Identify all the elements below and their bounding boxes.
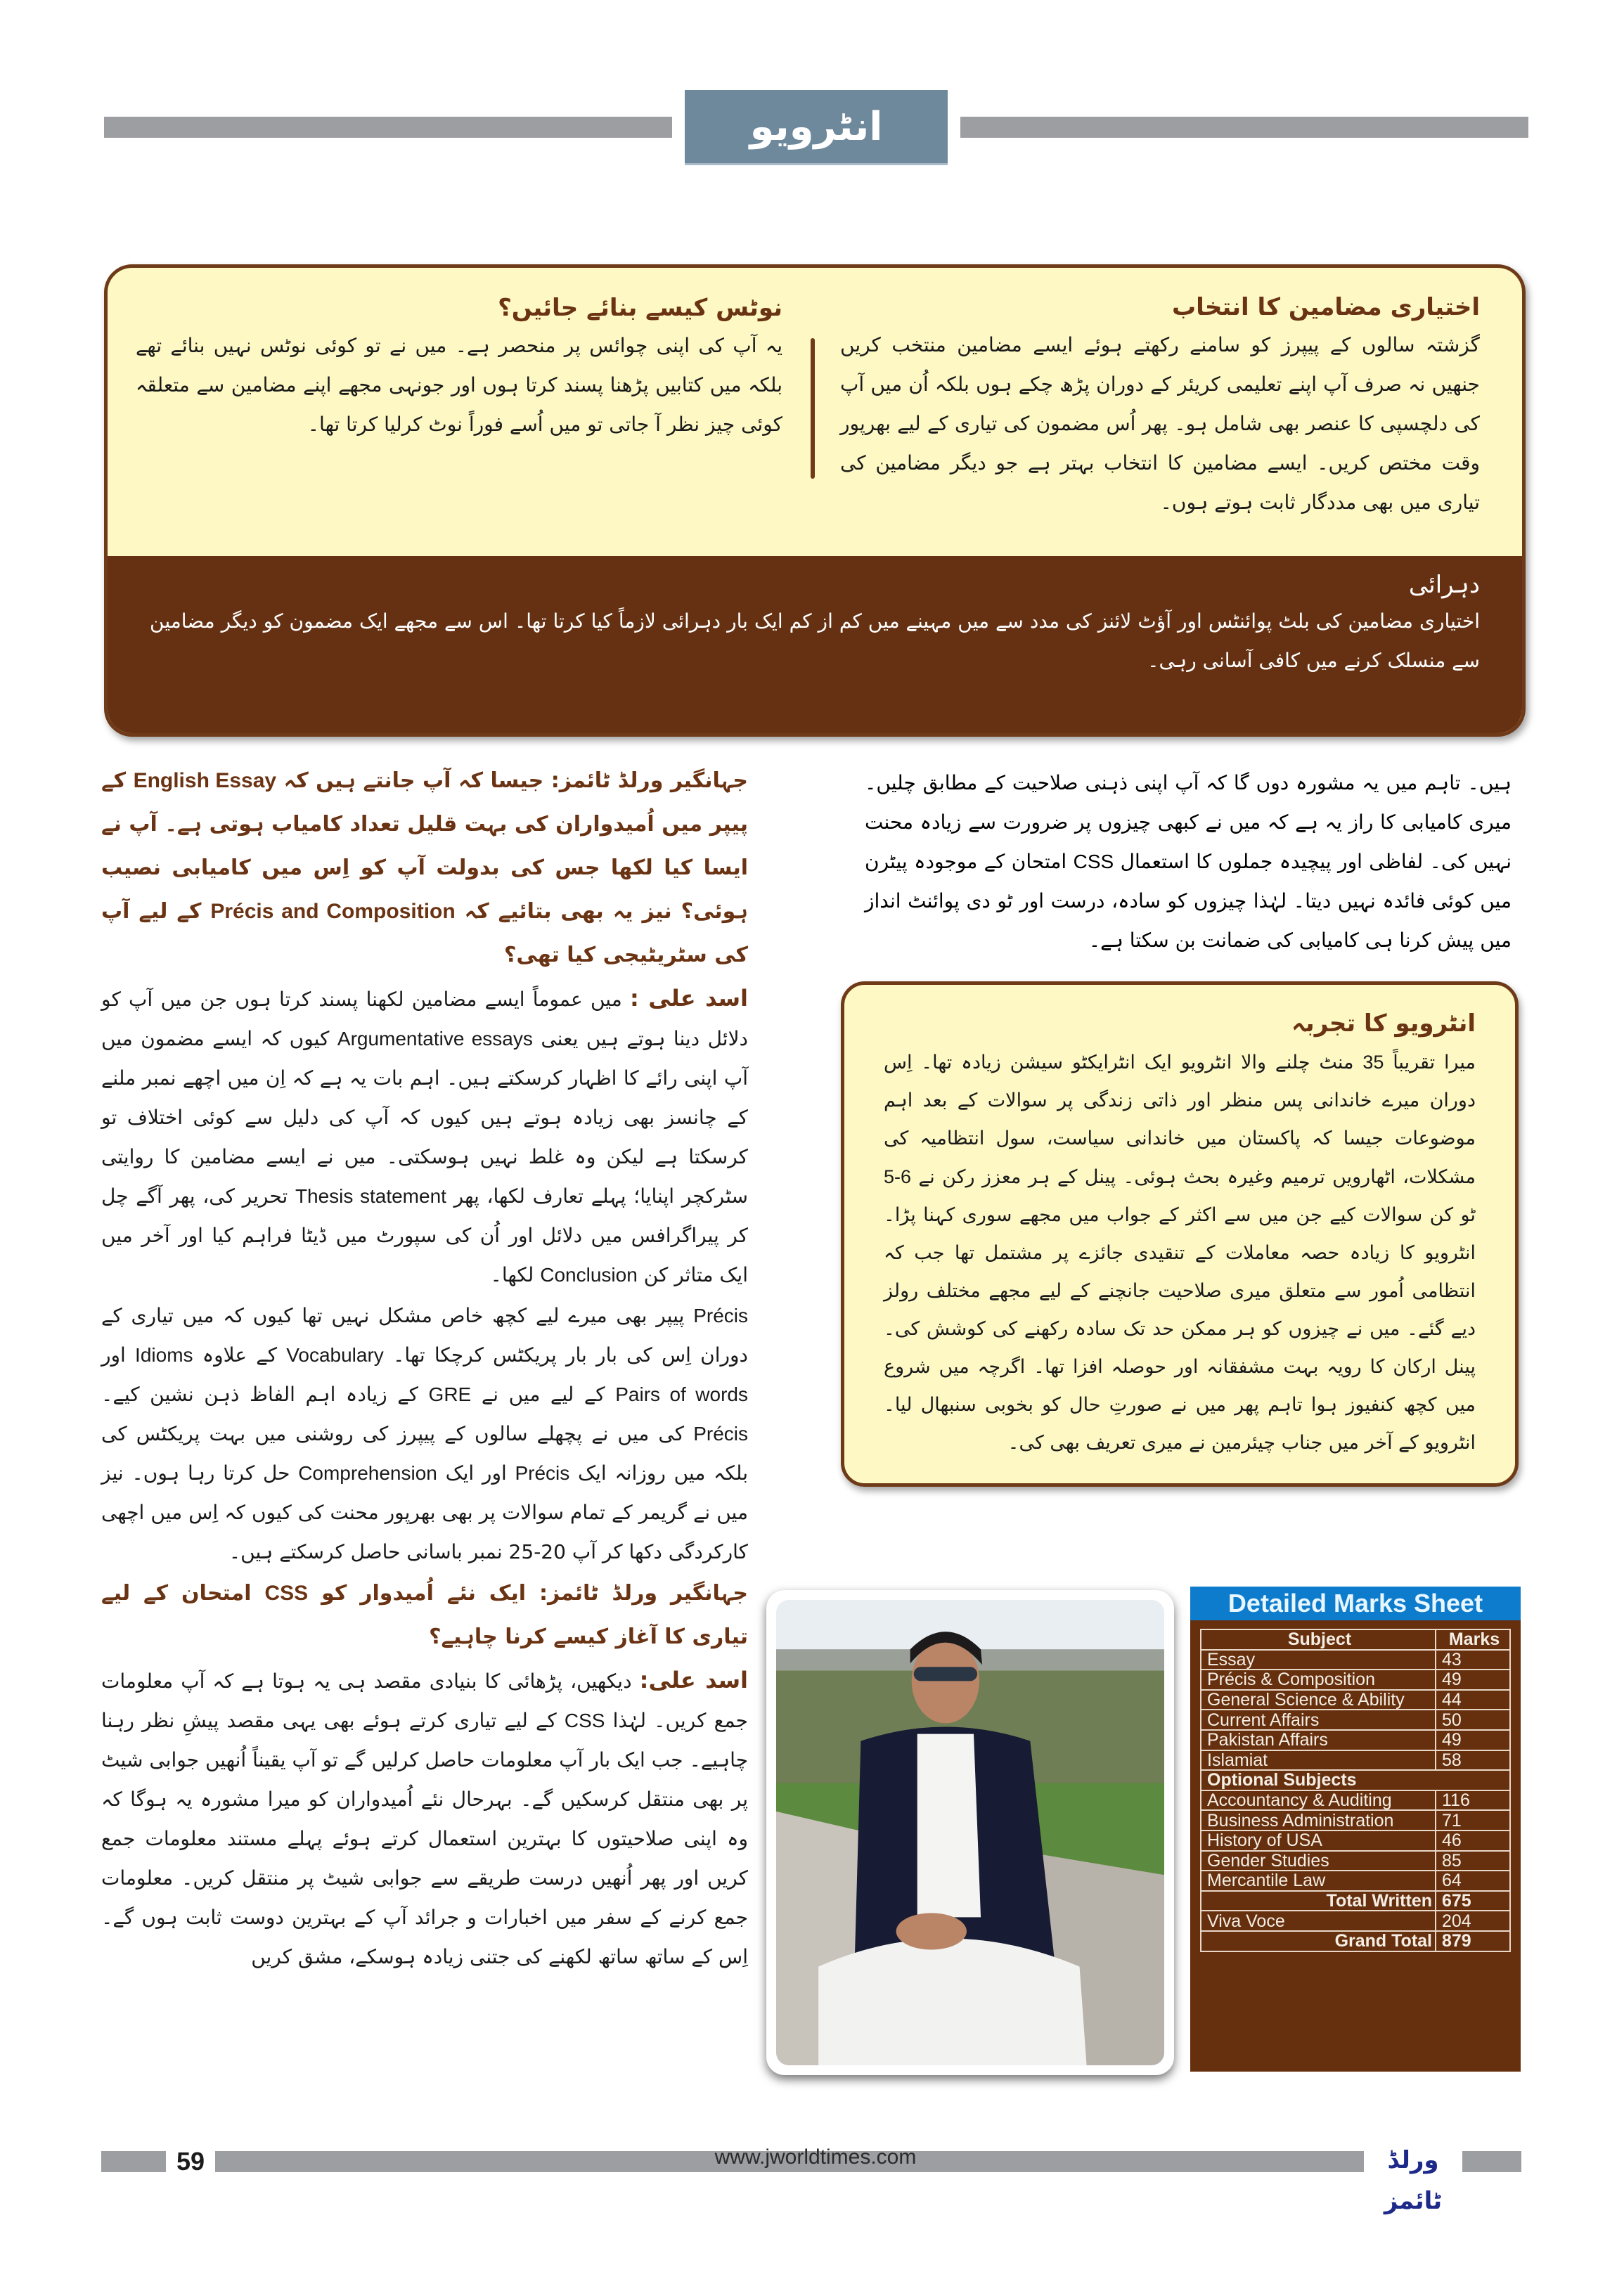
marks-sheet-title: Detailed Marks Sheet bbox=[1190, 1587, 1521, 1620]
answer-term: Pairs of words bbox=[615, 1383, 748, 1405]
viva-label: Viva Voce bbox=[1201, 1911, 1436, 1931]
tips-box bbox=[104, 264, 1526, 737]
subject-cell: Accountancy & Auditing bbox=[1201, 1790, 1436, 1811]
box-number: 5-6 bbox=[884, 1166, 912, 1187]
marks-cell: 71 bbox=[1436, 1810, 1510, 1831]
table-row bbox=[1201, 1750, 1510, 1771]
marks-sheet bbox=[1190, 1587, 1521, 2072]
table-row bbox=[1201, 1710, 1510, 1730]
answer-continued bbox=[841, 763, 1519, 960]
question-term: Précis and Composition bbox=[210, 900, 456, 923]
subject-cell: Business Administration bbox=[1201, 1810, 1436, 1831]
subject-cell: Current Affairs bbox=[1201, 1710, 1436, 1730]
page-number: 59 bbox=[166, 2143, 215, 2181]
tip-heading: نوٹس کیسے بنائے جائیں؟ bbox=[498, 294, 782, 322]
answer-text: میں عموماً ایسے مضامین لکھنا پسند کرتا ہوں جن میں آپ کو دلائل دینا ہوتے ہیں یعنی bbox=[101, 988, 749, 1050]
interviewee-photo bbox=[766, 1590, 1174, 2075]
tip-heading: دہرائی bbox=[1408, 571, 1480, 599]
column-divider bbox=[811, 338, 815, 479]
table-row bbox=[1201, 1690, 1510, 1710]
interview-left-column bbox=[101, 759, 748, 1977]
answer-text: کے لیے تیاری کرتے ہوئے بھی یہی مقصد پیشِ نظر رہنا چاہیے۔ جب ایک بار آپ معلومات حاصل کرلیں گے تو آپ یقیناً اُنھیں جوابی شیٹ پر بھی منتقل کرسکیں گے۔ بہرحال نئے اُمیدواران کو میرا مشورہ یہ ہوگا کہ وہ اپنی صلاحیتوں کا بہترین استعمال کرتے ہوئے پہلے مستند معلومات جمع کریں اور پھر اُنھیں درست طریقے سے جوابی شیٹ پر منتقل کریں۔ معلومات جمع کرنے کے سفر میں اخبارات و جرائد آپ کے بہترین دوست ثابت ہوں گے۔ اِس کے ساتھ ساتھ لکھنے کی جتنی زیادہ ہوسکے، مشق کریں bbox=[101, 1709, 748, 1968]
tip-notes bbox=[136, 293, 782, 444]
grand-total-value: 879 bbox=[1436, 1931, 1510, 1951]
section-title: انٹرویو bbox=[685, 90, 948, 165]
subject-cell: Mercantile Law bbox=[1201, 1871, 1436, 1891]
marks-cell: 43 bbox=[1436, 1650, 1510, 1670]
answer-text: کی میں نے پچھلے سالوں کے پیپرز کی روشنی میں بہت پریکٹس کی بلکہ میں روزانہ ایک bbox=[101, 1422, 748, 1485]
answer-term: Précis bbox=[693, 1305, 749, 1326]
answer-term: Précis bbox=[515, 1462, 570, 1484]
table-header-row bbox=[1201, 1629, 1510, 1650]
answer-text: حل کرتا رہا ہوں۔ نیز میں نے گریمر کے تمام سوالات پر بھی بھرپور محنت کی کیوں کہ اِس میں اچھی کارکردگی دکھا کر آپ 20-25 نمبر باسانی حاصل کرسکتے ہیں۔ bbox=[101, 1461, 748, 1563]
interviewer-label: جہانگیر ورلڈ ٹائمز: bbox=[550, 768, 748, 793]
answer-term: Vocabulary bbox=[286, 1344, 384, 1366]
interview-experience-box bbox=[841, 981, 1519, 1487]
box-number: 35 bbox=[1362, 1052, 1384, 1073]
answer bbox=[101, 979, 748, 1295]
answer-term: CSS bbox=[564, 1710, 605, 1731]
grand-total-row bbox=[1201, 1931, 1510, 1951]
question bbox=[101, 1572, 748, 1659]
table-row bbox=[1201, 1650, 1510, 1670]
box-text-part: میرا تقریباً bbox=[1393, 1052, 1476, 1073]
section-row-optional bbox=[1201, 1770, 1510, 1790]
question-text: امتحان کے لیے تیاری کا آغاز کیسے کرنا چاہیے؟ bbox=[101, 1581, 748, 1649]
answer-text: اور ایک bbox=[445, 1461, 507, 1485]
answer-term: CSS bbox=[1073, 851, 1114, 872]
answer-text: ہیں۔ تاہم میں یہ مشورہ دوں گا کہ آپ اپنی ذہنی صلاحیت کے مطابق چلیں۔ میری کامیابی کا راز یہ ہے کہ میں نے کبھی چیزوں پر ضرورت سے زیادہ محنت نہیں کی۔ لفاظی اور پیچیدہ جملوں کا استعمال bbox=[865, 771, 1512, 873]
answer-term: Thesis statement bbox=[295, 1185, 446, 1207]
box-text-part: منٹ چلنے والا انٹرویو ایک انٹرایکٹو سیشن زیادہ تھا۔ اِس دوران میرے خاندانی پس منظر اور ذاتی زندگی پر سوالات کے بعد اہم موضوعات جیسا کہ پاکستان میں خاندانی سیاست، سول انتظامیہ کی مشکلات، اٹھارویں ترمیم وغیرہ بحث ہوئی۔ پینل کے ہر معزز رکن نے bbox=[884, 1052, 1476, 1188]
answer-text: امتحان کے موجودہ پیٹرن میں کوئی فائدہ نہیں دیتا۔ لہٰذا چیزوں کو سادہ، درست اور ٹو دی پوائنٹ انداز میں پیش کرنا ہی کامیابی کی ضمانت بن سکتا ہے۔ bbox=[865, 850, 1512, 952]
table-row bbox=[1201, 1730, 1510, 1750]
marks-cell: 58 bbox=[1436, 1750, 1510, 1771]
column-header-subject: Subject bbox=[1201, 1629, 1436, 1650]
answer-text: کیوں کہ ایسے مضمون میں آپ اپنی رائے کا اظہار کرسکتے ہیں۔ اہم بات یہ ہے کہ اِن میں اچھے نمبر ملنے کے چانسز بھی زیادہ ہوتے ہیں کیوں کہ آپ کی دلیل سے کوئی اختلاف تو کرسکتا ہے لیکن وہ غلط نہیں ہوسکتی۔ میں نے ایسے مضامین کا روایتی سٹرکچر اپنایا؛ پہلے تعارف لکھا، پھر bbox=[101, 1027, 748, 1208]
answer-term: Idioms bbox=[135, 1344, 193, 1366]
marks-table bbox=[1200, 1629, 1511, 1952]
subject-cell: Pakistan Affairs bbox=[1201, 1730, 1436, 1750]
subject-cell: Gender Studies bbox=[1201, 1851, 1436, 1871]
answer-term: Précis bbox=[693, 1423, 749, 1445]
table-row bbox=[1201, 1810, 1510, 1831]
marks-cell: 64 bbox=[1436, 1871, 1510, 1891]
question-text: کے لیے آپ کی سٹریٹیجی کیا تھی؟ bbox=[101, 899, 748, 967]
interviewee-label: اسد علی : bbox=[629, 985, 749, 1012]
subject-cell: Précis & Composition bbox=[1201, 1670, 1436, 1690]
marks-cell: 49 bbox=[1436, 1670, 1510, 1690]
marks-cell: 50 bbox=[1436, 1710, 1510, 1730]
total-written-row bbox=[1201, 1891, 1510, 1911]
question-text: کے پیپر میں اُمیدواران کی بہت قلیل تعداد کامیاب ہوتی ہے۔ آپ نے ایسا کیا لکھا جس کی بدولت آپ کو اِس میں کامیابی نصیب ہوئی؟ نیز یہ بھی بتائیے کہ bbox=[101, 768, 749, 924]
answer-text: کے علاوہ bbox=[202, 1343, 278, 1367]
marks-cell: 49 bbox=[1436, 1730, 1510, 1750]
right-column-stack bbox=[841, 763, 1519, 1487]
answer-text: لکھا۔ bbox=[490, 1263, 534, 1286]
answer-text: تحریر کی، پھر آگے چل کر پیراگرافس میں دلائل اور اُن کی سپورٹ میں ڈیٹا فراہم کیا اور آخر میں ایک متاثر کن bbox=[101, 1184, 748, 1286]
portrait-image bbox=[776, 1600, 1164, 2065]
grand-total-label: Grand Total bbox=[1201, 1931, 1436, 1951]
marks-cell: 85 bbox=[1436, 1851, 1510, 1871]
interviewer-label: جہانگیر ورلڈ ٹائمز: bbox=[539, 1581, 748, 1606]
subject-cell: General Science & Ability bbox=[1201, 1690, 1436, 1710]
answer bbox=[101, 1660, 748, 1977]
marks-cell: 44 bbox=[1436, 1690, 1510, 1710]
answer-term: Conclusion bbox=[540, 1264, 638, 1286]
tip-heading: اختیاری مضامین کا انتخاب bbox=[1171, 293, 1480, 321]
table-row bbox=[1201, 1871, 1510, 1891]
answer-text: پیپر بھی میرے لیے کچھ خاص مشکل نہیں تھا کیوں کہ میں تیاری کے دوران اِس کی بار بار پریکٹس کرچکا تھا۔ bbox=[101, 1304, 749, 1367]
question-text: ایک نئے اُمیدوار کو bbox=[321, 1581, 527, 1606]
table-row bbox=[1201, 1831, 1510, 1851]
answer-term: GRE bbox=[428, 1383, 472, 1405]
marks-cell: 46 bbox=[1436, 1831, 1510, 1851]
total-written-label: Total Written bbox=[1201, 1891, 1436, 1911]
question-term: CSS bbox=[264, 1582, 309, 1605]
question-text: جیسا کہ آپ جانتے ہیں کہ bbox=[283, 768, 544, 793]
answer-text: کے زیادہ اہم الفاظ ذہن نشین کیے۔ bbox=[101, 1383, 418, 1406]
box-text bbox=[884, 1043, 1476, 1462]
interviewee-label: اسد علی: bbox=[639, 1667, 749, 1693]
answer-text: دیکھیں، پڑھائی کا بنیادی مقصد ہی یہ ہوتا ہے کہ آپ معلومات جمع کریں۔ لہٰذا bbox=[101, 1670, 748, 1732]
tip-revision bbox=[108, 556, 1522, 733]
subject-cell: Islamiat bbox=[1201, 1750, 1436, 1771]
answer bbox=[101, 1296, 748, 1572]
answer-term: Argumentative essays bbox=[337, 1028, 533, 1050]
answer-text: کے لیے میں نے bbox=[481, 1383, 605, 1406]
viva-row bbox=[1201, 1911, 1510, 1931]
marks-cell: 116 bbox=[1436, 1790, 1510, 1811]
column-header-marks: Marks bbox=[1436, 1629, 1510, 1650]
box-text-part: ٹو کن سوالات کیے جن میں سے اکثر کے جواب میں مجھے سوری کہنا پڑا۔ انٹرویو کا زیادہ حصہ معاملات کے تنقیدی جائزے پر مشتمل تھا جب کہ انتظامی اُمور سے متعلق میری صلاحیت جانچنے کے لیے مجھے مختلف رولز دیے گئے۔ میں نے چیزوں کو ہر ممکن حد تک سادہ رکھنے کی کوشش کی۔ پینل ارکان کا رویہ بہت مشفقانہ اور حوصلہ افزا تھا۔ اگرچہ میں شروع میں کچھ کنفیوز ہوا تاہم پھر میں نے صورتِ حال کو بخوبی سنبھال لیا۔ انٹرویو کے آخر میں جناب چیئرمین نے میری تعریف بھی کی۔ bbox=[884, 1204, 1476, 1454]
tip-text: اختیاری مضامین کی بلٹ پوائنٹس اور آؤٹ لائنز کی مدد سے میں مہینے میں کم از کم ایک بار دہرائی لازماً کیا کرتا تھا۔ اس سے مجھے ایک مضمون کو دیگر مضامین سے منسلک کرنے میں کافی آسانی رہی۔ bbox=[150, 609, 1480, 672]
table-row bbox=[1201, 1670, 1510, 1690]
header-rule-left bbox=[104, 117, 672, 138]
table-row bbox=[1201, 1851, 1510, 1871]
optional-subjects-heading: Optional Subjects bbox=[1201, 1770, 1510, 1790]
viva-value: 204 bbox=[1436, 1911, 1510, 1931]
subject-cell: History of USA bbox=[1201, 1831, 1436, 1851]
answer-term: Comprehension bbox=[298, 1462, 437, 1484]
table-row bbox=[1201, 1790, 1510, 1811]
tip-text: یہ آپ کی اپنی چوائس پر منحصر ہے۔ میں نے تو کوئی نوٹس نہیں بنائے تھے بلکہ میں کتابیں پڑھنا پسند کرتا ہوں اور جونہی مجھے اپنے مضامین سے متعلقہ کوئی چیز نظر آ جاتی تو میں اُسے فوراً نوٹ کرلیا کرتا تھا۔ bbox=[136, 334, 782, 436]
question bbox=[101, 759, 748, 977]
brand-logo: ورلڈ ٹائمز bbox=[1364, 2140, 1462, 2181]
answer-text: اور bbox=[101, 1343, 126, 1367]
box-heading: انٹرویو کا تجربہ bbox=[1291, 1009, 1476, 1038]
tip-optional-subjects bbox=[840, 293, 1480, 522]
website-link[interactable]: www.jworldtimes.com bbox=[714, 2145, 917, 2169]
tip-text: گزشتہ سالوں کے پیپرز کو سامنے رکھتے ہوئے ایسے مضامین منتخب کریں جنھیں نہ صرف آپ اپنے تعلیمی کریئر کے دوران پڑھ چکے ہوں بلکہ اُن میں آپ کی دلچسپی کا عنصر بھی شامل ہو۔ پھر اُس مضمون کی تیاری کے لیے بھرپور وقت مختص کریں۔ ایسے مضامین کا انتخاب بہتر ہے جو دیگر مضامین کی تیاری میں بھی مددگار ثابت ہوتے ہوں۔ bbox=[840, 333, 1480, 514]
subject-cell: Essay bbox=[1201, 1650, 1436, 1670]
header-rule-right bbox=[960, 117, 1528, 138]
total-written-value: 675 bbox=[1436, 1891, 1510, 1911]
question-term: English Essay bbox=[133, 769, 277, 792]
